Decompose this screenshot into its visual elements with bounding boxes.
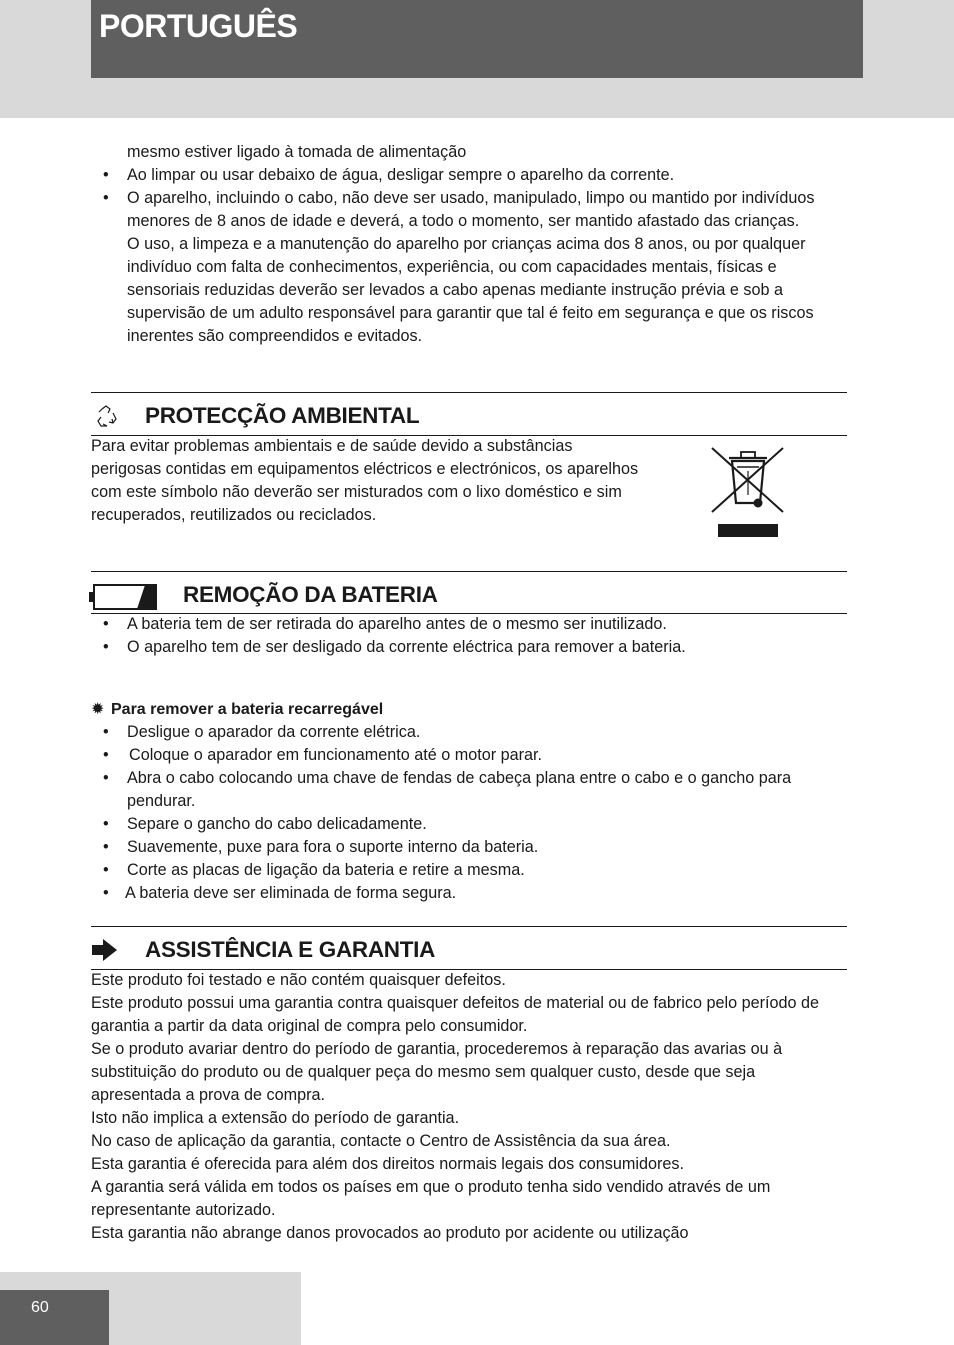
battery-list — [91, 613, 851, 659]
warranty-paragraph: A garantia será válida em todos os países em que o produto tenha sido vendido através de um representante autorizado. — [91, 1178, 771, 1219]
star-icon: ✹ — [91, 701, 105, 718]
list-item: • Desligue o aparador da corrente elétrica. — [91, 721, 851, 744]
warranty-paragraph: No caso de aplicação da garantia, contacte o Centro de Assistência da sua área. — [91, 1132, 671, 1150]
list-item: • A bateria deve ser eliminada de forma segura. — [91, 882, 851, 905]
safety-list — [91, 141, 851, 348]
battery-steps — [91, 721, 851, 905]
list-item: mesmo estiver ligado à tomada de alimentação — [127, 143, 467, 161]
section-divider — [91, 926, 847, 927]
section-title-environment: PROTECÇÃO AMBIENTAL — [145, 403, 420, 428]
section-title-battery: REMOÇÃO DA BATERIA — [183, 582, 438, 607]
list-item: • Abra o cabo colocando uma chave de fendas de cabeça plana entre o cabo e o gancho para pendurar. — [91, 767, 851, 813]
list-item: O uso, a limpeza e a manutenção do aparelho por crianças acima dos 8 anos, ou por qualquer indivíduo com falta de conhecimentos, experiência, ou com capacidades mentais, físicas e sensoriais reduzidas deverão ser levados a cabo apenas mediante instrução prévia e sob a supervisão de um adulto responsável para garantir que tal é feito em segurança e que os riscos inerentes são compreendidos e evitados. — [127, 235, 814, 345]
list-item: • O aparelho tem de ser desligado da corrente eléctrica para remover a bateria. — [91, 636, 851, 659]
section-title-warranty: ASSISTÊNCIA E GARANTIA — [145, 937, 436, 962]
header-title-bar — [91, 0, 863, 78]
list-item: • Corte as placas de ligação da bateria e retire a mesma. — [91, 859, 851, 882]
page-number: 60 — [31, 1299, 49, 1316]
warranty-paragraph: Esta garantia é oferecida para além dos direitos normais legais dos consumidores. — [91, 1155, 684, 1173]
list-item: • Ao limpar ou usar debaixo de água, desligar sempre o aparelho da corrente. — [91, 164, 851, 187]
recycle-icon — [93, 404, 119, 437]
warranty-text — [91, 969, 847, 1245]
list-item: • O aparelho, incluindo o cabo, não deve ser usado, manipulado, limpo ou mantido por indivíduos menores de 8 anos de idade e deverá, a todo o momento, ser mantido afastado das crianças. — [91, 187, 851, 233]
warranty-paragraph: Este produto possui uma garantia contra quaisquer defeitos de material ou de fabrico pelo período de garantia a partir da data original de compra pelo consumidor. — [91, 994, 820, 1035]
subheading-text: Para remover a bateria recarregável — [111, 701, 384, 718]
arrow-right-icon — [92, 939, 118, 968]
list-item: • Suavemente, puxe para fora o suporte interno da bateria. — [91, 836, 851, 859]
page-title: PORTUGUÊS — [99, 8, 298, 44]
section-divider — [91, 392, 847, 393]
warranty-paragraph: Esta garantia não abrange danos provocados ao produto por acidente ou utilização — [91, 1224, 689, 1242]
warranty-paragraph: Se o produto avariar dentro do período de garantia, procederemos à reparação das avarias ou à substituição do produto ou de qualquer peça do mesmo sem qualquer custo, desde que seja apresentada a prova de compra. — [91, 1040, 783, 1104]
warranty-paragraph: Isto não implica a extensão do período de garantia. — [91, 1109, 460, 1127]
section-divider — [91, 571, 847, 572]
list-item: • Separe o gancho do cabo delicadamente. — [91, 813, 851, 836]
crossed-out-wheelie-bin-icon — [708, 445, 788, 547]
environment-text: Para evitar problemas ambientais e de saúde devido a substâncias perigosas contidas em equipamentos eléctricos e electrónicos, os aparelhos com este símbolo não deverão ser misturados com o lixo doméstico e sim recuperados, reutilizados ou reciclados. — [91, 437, 639, 524]
footer-page-box — [0, 1290, 109, 1345]
warranty-paragraph: Este produto foi testado e não contém quaisquer defeitos. — [91, 971, 506, 989]
battery-subheading — [91, 698, 383, 721]
list-item: • A bateria tem de ser retirada do aparelho antes de o mesmo ser inutilizado. — [91, 613, 851, 636]
list-item: • Coloque o aparador em funcionamento até o motor parar. — [91, 744, 851, 767]
